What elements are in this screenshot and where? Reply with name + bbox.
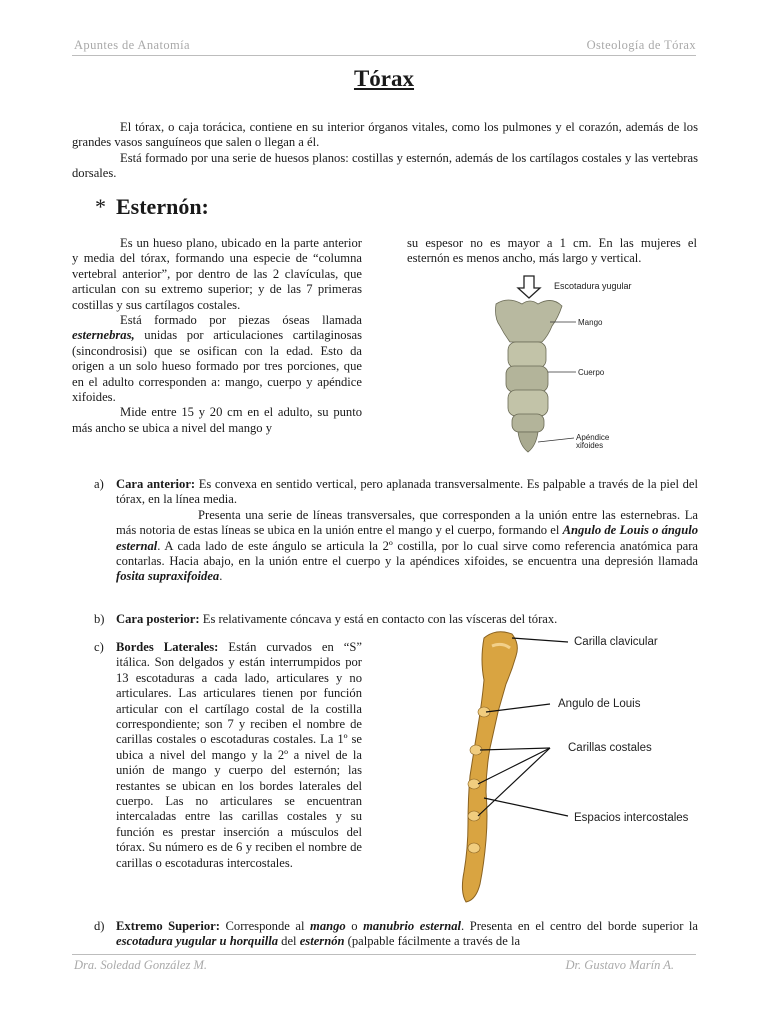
term-manubrio: manubrio esternal: [363, 919, 462, 933]
sternum-lateral-shape: [462, 632, 517, 902]
xiphoid-shape: [518, 432, 538, 452]
right-column: su espesor no es mayor a 1 cm. En las mujeres el esternón es menos ancho, más largo y vertical.: [407, 236, 697, 266]
term-mango: mango: [310, 919, 346, 933]
left-p3: Mide entre 15 y 20 cm en el adulto, su punto más ancho se ubica a nivel del mango y: [72, 405, 362, 435]
item-d-text1: Corresponde al: [225, 919, 305, 933]
term-angulo-louis: Angulo de Louis o ángulo esternal: [116, 523, 698, 553]
item-a: [116, 477, 698, 585]
bullet-star: *: [95, 194, 106, 219]
item-a-text1: Es convexa en sentido vertical, pero aplanada transversalmente. Es palpable a través de la piel del tórax, en la línea media.: [116, 477, 698, 507]
item-d: [116, 919, 698, 950]
manubrium-shape: [496, 300, 563, 342]
footer-rule: [72, 954, 696, 955]
section-title: Esternón:: [116, 194, 209, 219]
left-column: [72, 236, 362, 436]
label-angulo-louis: Angulo de Louis: [558, 698, 641, 710]
page-title: Tórax: [353, 66, 415, 91]
item-b-label: b): [94, 612, 105, 626]
item-c: [116, 640, 362, 871]
intro-p1: El tórax, o caja torácica, contiene en su interior órganos vitales, como los pulmones y el corazón, además de los grandes vasos sanguíneos que salen o llegan a él.: [72, 120, 698, 150]
footer-left: Dra. Soledad González M.: [74, 958, 207, 972]
item-a-text2a: Presenta una serie de líneas transversales, que corresponden a la unión entre las esternebras. La más notoria de estas líneas se ubica en la unión entre el mango y el cuerpo, formando el: [116, 507, 698, 538]
left-p1: Es un hueso plano, ubicado en la parte anterior y media del tórax, formando una especie de “columna vertebral anterior”, por dentro de las 2 clavículas, que articulan con su extremo superior; y de las 7 primeras costillas y sus cartílagos costales.: [72, 236, 362, 312]
label-carilla-clavicular: Carilla clavicular: [574, 636, 658, 648]
header-left: Apuntes de Anatomía: [74, 38, 190, 52]
sternum-figure: [478, 274, 648, 460]
left-p2: [72, 313, 362, 405]
item-d-text3: . Presenta en el centro del borde superior la: [461, 919, 699, 933]
section-heading: [95, 194, 209, 220]
footer-right: Dr. Gustavo Marín A.: [565, 958, 674, 972]
intro-p2: Está formado por una serie de huesos planos: costillas y esternón, además de los cartílagos costales y las vertebras dorsales.: [72, 150, 698, 181]
item-c-title: Bordes Laterales:: [116, 640, 219, 654]
item-d-text2: o: [351, 919, 358, 933]
label-carillas-costales: Carillas costales: [568, 742, 652, 754]
label-mango: Mango: [578, 318, 603, 327]
item-b-title: Cara posterior:: [116, 612, 200, 626]
header-rule: [72, 55, 696, 56]
term-fosita: fosita supraxifoidea: [116, 569, 220, 584]
item-c-label: c): [94, 640, 104, 654]
term-esternebras: esternebras,: [72, 328, 135, 343]
item-d-text5: (palpable fácilmente a través de la: [347, 934, 521, 949]
term-esternon: esternón: [299, 934, 345, 949]
label-xifoides: Apéndice xifoides: [576, 433, 610, 450]
item-a-title: Cara anterior:: [116, 477, 196, 491]
left-p2-a: Está formado por piezas óseas llamada: [120, 313, 362, 328]
intro: [72, 120, 698, 182]
label-espacios-intercostales: Espacios intercostales: [574, 812, 689, 824]
item-d-text4: del: [281, 934, 297, 949]
item-d-title: Extremo Superior:: [116, 919, 220, 933]
term-escotadura: escotadura yugular u horquilla: [116, 934, 279, 949]
item-d-label: d): [94, 919, 105, 933]
item-a-label: a): [94, 477, 104, 491]
label-escotadura-yugular: Escotadura yugular: [554, 281, 632, 291]
sternum-lateral-figure: [440, 626, 710, 908]
item-a-p2: [116, 508, 698, 585]
left-p2-c: unidas por articulaciones cartilaginosas (sincondrosisi) que se osifican con la edad. Esto da origen a un solo hueso formado por tres porciones, que en el adulto corresponden a: mango, cuerpo y apéndice xifoides.: [72, 328, 362, 405]
item-a-text2b: . A cada lado de este ángulo se articula la 2º costilla, por lo cual sirve como referencia anatómica para contarlas. Hacia abajo, en la unión entre el cuerpo y la apéndices xifoides, se encuentra una depresión llamada: [116, 538, 698, 569]
label-cuerpo: Cuerpo: [578, 368, 605, 377]
item-a-text2c: .: [219, 569, 223, 584]
header-right: Osteología de Tórax: [586, 38, 696, 52]
arrow-down-icon: [518, 276, 540, 298]
item-c-text: Están curvados en “S” itálica. Son delgados y están interrumpidos por 13 escotaduras a cada lado, articulares y no articulares. Las articulares tienen por función articular con el cartílago costal de la costilla correspondiente; son 7 y reciben el nombre de carillas costales o escotaduras costales. La 1º se ubica a nivel del mango y la 2º a nivel de la unión de mango y cuerpo del esternón; las restantes se ubican en los bordes laterales del cuerpo. Las no articulares se encuentran intercaladas entre las carillas costales y su función es prestar inserción a músculos del tórax. Su número es de 6 y reciben el nombre de carillas o escotaduras intercostales.: [116, 640, 362, 870]
item-b-text: Es relativamente cóncava y está en contacto con las vísceras del tórax.: [202, 612, 558, 626]
